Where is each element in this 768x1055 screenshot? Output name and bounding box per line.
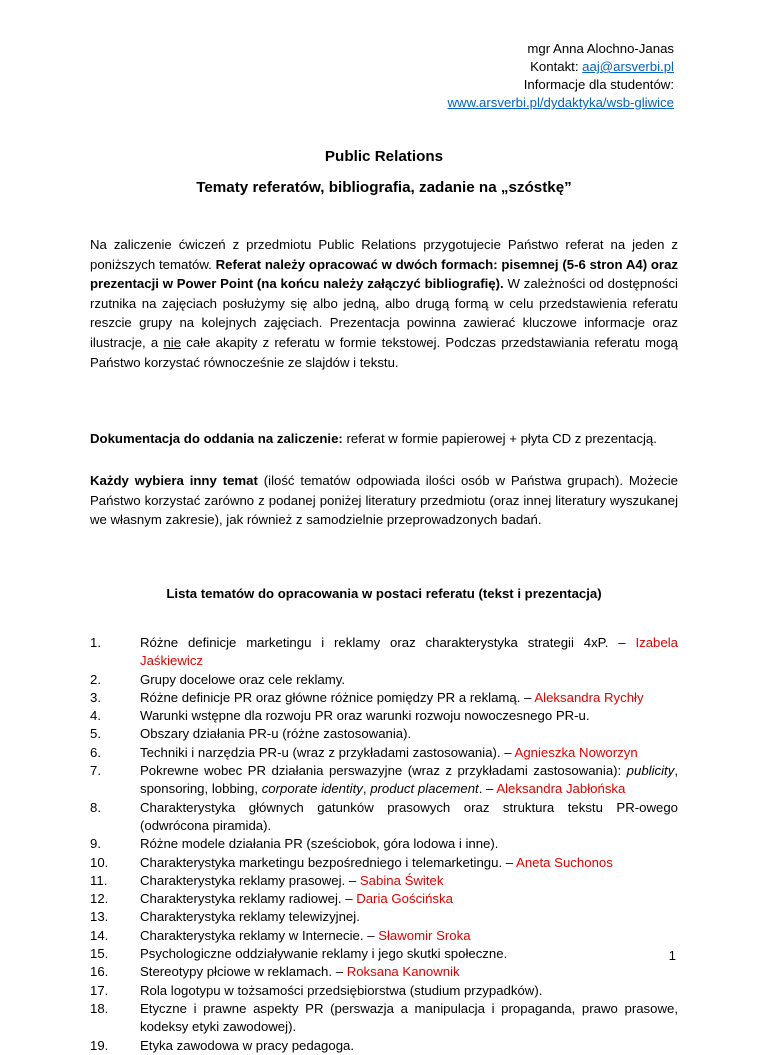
topic-italic-term: product placement [370, 781, 479, 797]
topic-text: Charakterystyka reklamy prasowej. – [140, 872, 360, 888]
topic-author: Daria Gościńska [356, 891, 453, 907]
documentation-label: Dokumentacja do oddania na zaliczenie: [90, 431, 343, 446]
topic-number: 16. [90, 964, 109, 980]
topic-number: 8. [90, 799, 101, 815]
topic-item [90, 689, 678, 707]
topic-item [90, 1000, 678, 1037]
topic-text: Charakterystyka reklamy radiowej. – [140, 891, 357, 907]
topic-text: Techniki i narzędzia PR-u (wraz z przykładami zastosowania). – [140, 744, 515, 760]
topic-item [90, 671, 678, 689]
topic-author: Roksana Kanownik [346, 964, 460, 980]
topic-number: 6. [90, 744, 101, 760]
topic-author: Aleksandra Rychły [534, 689, 644, 705]
topic-item [90, 707, 678, 725]
topic-text: Warunki wstępne dla rozwoju PR oraz warunki rozwoju nowoczesnego PR-u. [140, 708, 590, 724]
topic-number: 7. [90, 763, 101, 779]
topic-text: Obszary działania PR-u (różne zastosowania). [140, 726, 412, 742]
topic-text: , [362, 781, 371, 797]
document-subtitle: Tematy referatów, bibliografia, zadanie na „szóstkę” [196, 179, 572, 196]
topic-number: 10. [90, 854, 109, 870]
page-number: 1 [668, 948, 676, 963]
email-link[interactable]: aaj@arsverbi.pl [582, 59, 674, 74]
topic-author: Aneta Suchonos [516, 854, 613, 870]
each-topic-text: (ilość tematów odpowiada ilości osób w Państwa grupach). Możecie Państwo korzystać zarówno z podanej poniżej literatury przedmiotu (oraz innej literatury wyszukanej we własnym zakresie), jak również z samodzielnie przeprowadzonych badań. [90, 473, 678, 528]
topic-text: Etyka zawodowa w pracy pedagoga. [140, 1037, 355, 1053]
topic-item [90, 982, 678, 1000]
topic-text: Różne definicje marketingu i reklamy oraz charakterystyka strategii 4xP. – [140, 635, 636, 650]
topic-text: Charakterystyka marketingu bezpośredniego i telemarketingu. – [140, 854, 517, 870]
topic-item [90, 890, 678, 908]
topic-item [90, 1037, 678, 1055]
topic-author: Sabina Świtek [359, 872, 444, 888]
topic-text: . – [478, 781, 497, 797]
topic-item [90, 634, 678, 671]
topic-number: 17. [90, 982, 109, 998]
topic-item [90, 799, 678, 836]
topic-number: 11. [90, 872, 108, 888]
topic-text: Grupy docelowe oraz cele reklamy. [140, 671, 345, 687]
topic-item [90, 854, 678, 872]
intro-text-2: W zależności od dostępności rzutnika na zajęciach posłużymy się albo jedną, albo drugą formą w celu przedstawienia referatu reszcie grupy na kolejnych zajęciach. Prezentacja powinna zawierać kluczowe informacje oraz ilustracje, a [90, 276, 678, 350]
topic-text: Charakterystyka reklamy w Internecie. – [140, 927, 379, 943]
topic-item [90, 835, 678, 853]
header-url-line [448, 94, 674, 112]
header-author: mgr Anna Alochno-Janas [527, 41, 674, 56]
each-topic-paragraph [90, 471, 678, 530]
intro-text-3: całe akapity z referatu w formie tekstowej. Podczas przedstawiania referatu mogą Państwo korzystać równocześnie ze slajdów i tekstu. [90, 334, 678, 370]
topic-number: 3. [90, 689, 101, 705]
topic-number: 5. [90, 726, 101, 742]
topic-number: 12. [90, 891, 109, 907]
topic-number: 19. [90, 1037, 109, 1053]
topic-italic-term: corporate identity [261, 781, 363, 797]
document-title: Public Relations [324, 148, 444, 165]
intro-text-1: Na zaliczenie ćwiczeń z przedmiotu Public Relations przygotujecie Państwo referat na jeden z poniższych tematów. [90, 237, 678, 272]
topic-item [90, 762, 678, 799]
topic-author: Aleksandra Jabłońska [496, 781, 626, 797]
url-link[interactable]: www.arsverbi.pl/dydaktyka/wsb-gliwice [447, 95, 674, 110]
topic-item [90, 744, 678, 762]
topic-text: Pokrewne wobec PR działania perswazyjne (wraz z przykładami zastosowania): [140, 763, 627, 779]
documentation-paragraph [90, 429, 678, 449]
header-contact [448, 58, 674, 76]
topic-number: 9. [90, 836, 101, 852]
topic-text: Rola logotypu w tożsamości przedsiębiorstwa (studium przypadków). [140, 982, 543, 998]
topic-text: Różne modele działania PR (sześciobok, góra lodowa i inne). [140, 836, 499, 852]
intro-underlined-text: nie [163, 334, 182, 350]
topic-author: Agnieszka Noworzyn [514, 744, 638, 760]
topic-item [90, 908, 678, 926]
documentation-text: referat w formie papierowej + płyta CD z prezentacją. [342, 431, 657, 446]
topics-heading: Lista tematów do opracowania w postaci referatu (tekst i prezentacja) [166, 586, 602, 601]
topic-author: Izabela Jaśkiewicz [140, 635, 678, 669]
topic-text: Różne definicje PR oraz główne różnice pomiędzy PR a reklamą. – [140, 689, 535, 705]
topic-number: 1. [90, 635, 101, 650]
topic-number: 14. [90, 927, 109, 943]
topic-text: , sponsoring, lobbing, [140, 763, 678, 797]
page-header [448, 40, 674, 112]
topic-text: Charakterystyka głównych gatunków prasowych oraz struktura tekstu PR-owego (odwrócona piramida). [140, 799, 678, 833]
topic-text: Etyczne i prawne aspekty PR (perswazja a manipulacja i propaganda, prawo prasowe, kodeksy etyki zawodowej). [140, 1000, 678, 1035]
topic-item [90, 927, 678, 945]
topic-text: Psychologiczne oddziaływanie reklamy i jego skutki społeczne. [140, 946, 508, 962]
topic-number: 4. [90, 708, 101, 724]
topic-text: Stereotypy płciowe w reklamach. – [140, 964, 347, 980]
topic-text: Charakterystyka reklamy telewizyjnej. [140, 909, 360, 925]
topic-item [90, 963, 678, 981]
each-topic-label: Każdy wybiera inny temat [90, 473, 258, 488]
topics-list [90, 634, 678, 1055]
topic-author: Sławomir Sroka [378, 927, 471, 943]
topic-number: 18. [90, 1000, 109, 1016]
intro-paragraph [90, 235, 678, 372]
topic-italic-term: publicity [626, 763, 675, 779]
intro-bold-text: Referat należy opracować w dwóch formach: pisemnej (5-6 stron A4) oraz prezentacji w Power Point (na końcu należy załączyć bibliografię). [90, 256, 678, 292]
topic-number: 15. [90, 946, 109, 962]
contact-label: Kontakt: [530, 59, 579, 74]
header-info: Informacje dla studentów: [523, 77, 674, 92]
topic-number: 2. [90, 671, 101, 687]
topic-item [90, 725, 678, 743]
topic-item [90, 945, 678, 963]
topic-number: 13. [90, 909, 109, 925]
topic-item [90, 872, 678, 890]
